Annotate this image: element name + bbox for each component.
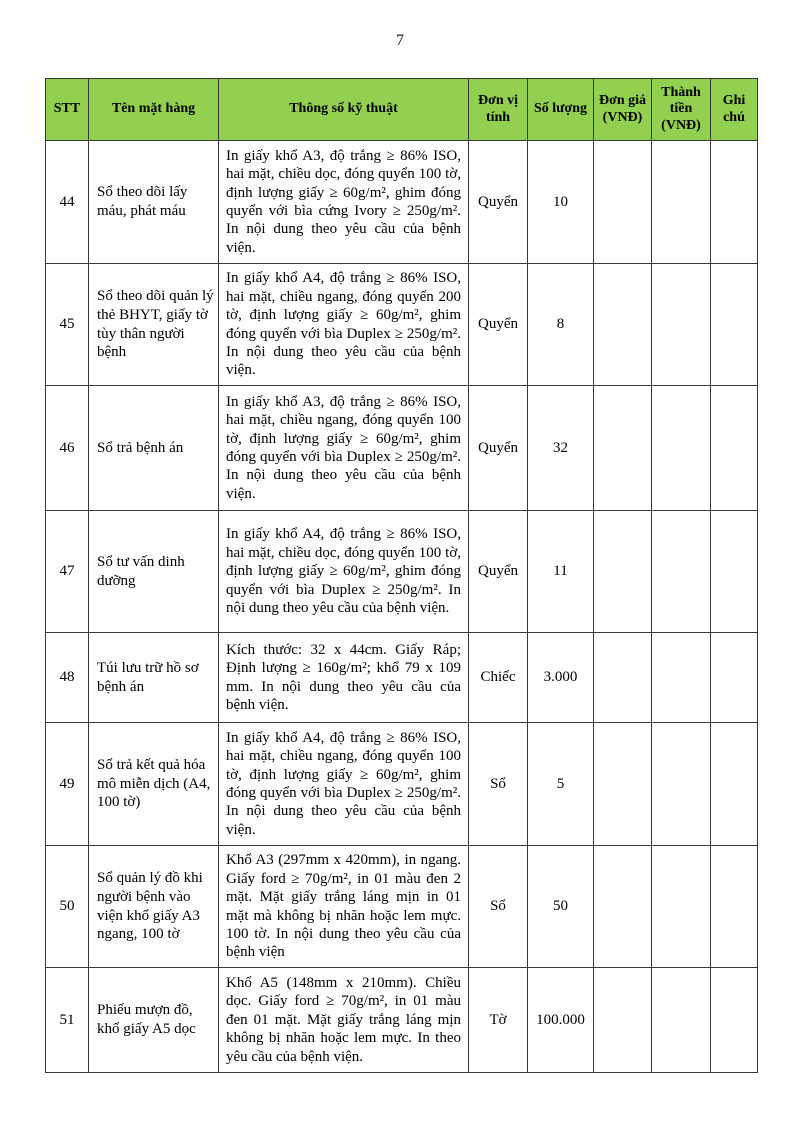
cell-item-name: Sổ quản lý đồ khi người bệnh vào viện khổ giấy A3 ngang, 100 tờ [89,846,219,968]
cell-item-name: Túi lưu trữ hồ sơ bệnh án [89,633,219,723]
cell-total [652,141,711,264]
cell-unit: Tờ [469,968,528,1073]
cell-qty: 10 [528,141,594,264]
cell-unit-price [594,723,652,846]
col-header-unit-price: Đơn giá (VNĐ) [594,79,652,141]
cell-unit-price [594,141,652,264]
cell-note [711,141,758,264]
cell-note [711,723,758,846]
page-number: 7 [396,32,404,49]
table-body [46,141,758,1073]
cell-stt: 47 [46,511,89,633]
cell-qty: 50 [528,846,594,968]
cell-qty: 32 [528,386,594,511]
cell-total [652,511,711,633]
cell-unit-price [594,511,652,633]
cell-total [652,386,711,511]
cell-spec: In giấy khổ A4, độ trắng ≥ 86% ISO, hai mặt, chiều ngang, đóng quyển 100 tờ, định lượng giấy ≥ 60g/m², ghim đóng quyển với bìa Duplex ≥ 250g/m². In nội dung theo yêu cầu của bệnh viện. [219,723,469,846]
table-row [46,633,758,723]
table-row [46,141,758,264]
cell-qty: 11 [528,511,594,633]
cell-unit: Sổ [469,846,528,968]
table-row [46,723,758,846]
cell-unit-price [594,968,652,1073]
col-header-qty: Số lượng [528,79,594,141]
col-header-item-name: Tên mặt hàng [89,79,219,141]
cell-unit-price [594,386,652,511]
cell-total [652,846,711,968]
cell-spec: In giấy khổ A3, độ trắng ≥ 86% ISO, hai mặt, chiều ngang, đóng quyển 100 tờ, định lượng giấy ≥ 60g/m², ghim đóng quyển với bìa Duplex ≥ 250g/m². In nội dung theo yêu cầu của bệnh viện. [219,386,469,511]
table-header [46,79,758,141]
cell-stt: 44 [46,141,89,264]
cell-item-name: Phiếu mượn đồ, khổ giấy A5 dọc [89,968,219,1073]
cell-spec: Khổ A3 (297mm x 420mm), in ngang. Giấy ford ≥ 70g/m², in 01 màu đen 2 mặt. Mặt giấy trắng láng mịn in 01 mặt mà không bị nhăn hoặc lem mực. 100 tờ. In nội dung theo yêu cầu của bệnh viện [219,846,469,968]
table-row [46,846,758,968]
table-header-row [46,79,758,141]
cell-item-name: Sổ theo dõi quản lý thẻ BHYT, giấy tờ tùy thân người bệnh [89,264,219,386]
col-header-total: Thành tiền (VNĐ) [652,79,711,141]
cell-unit-price [594,264,652,386]
col-header-unit: Đơn vị tính [469,79,528,141]
cell-qty: 8 [528,264,594,386]
cell-total [652,264,711,386]
cell-item-name: Sổ theo dõi lấy máu, phát máu [89,141,219,264]
cell-total [652,723,711,846]
cell-stt: 45 [46,264,89,386]
cell-qty: 5 [528,723,594,846]
cell-spec: In giấy khổ A4, độ trắng ≥ 86% ISO, hai mặt, chiều ngang, đóng quyển 200 tờ, định lượng giấy ≥ 60g/m², ghim đóng quyển với bìa Duplex ≥ 250g/m². In nội dung theo yêu cầu của bệnh viện. [219,264,469,386]
cell-unit: Quyển [469,511,528,633]
cell-unit: Quyển [469,141,528,264]
cell-total [652,633,711,723]
col-header-spec: Thông số kỹ thuật [219,79,469,141]
cell-unit-price [594,846,652,968]
cell-stt: 49 [46,723,89,846]
cell-spec: In giấy khổ A4, độ trắng ≥ 86% ISO, hai mặt, chiều dọc, đóng quyển 100 tờ, định lượng giấy ≥ 60g/m², ghim đóng quyển với bìa Duplex ≥ 250g/m². In nội dung theo yêu cầu của bệnh viện. [219,511,469,633]
cell-spec: Kích thước: 32 x 44cm. Giấy Ráp; Định lượng ≥ 160g/m²; khổ 79 x 109 mm. In nội dung theo yêu cầu của bệnh viện. [219,633,469,723]
items-table [45,78,758,1073]
cell-note [711,511,758,633]
cell-total [652,968,711,1073]
cell-unit-price [594,633,652,723]
table-row [46,264,758,386]
cell-note [711,968,758,1073]
cell-unit: Quyển [469,386,528,511]
cell-unit: Chiếc [469,633,528,723]
cell-note [711,386,758,511]
cell-item-name: Sổ trả kết quả hóa mô miễn dịch (A4, 100 tờ) [89,723,219,846]
cell-note [711,264,758,386]
table-row [46,511,758,633]
table-row [46,968,758,1073]
col-header-stt: STT [46,79,89,141]
cell-item-name: Sổ trả bệnh án [89,386,219,511]
cell-qty: 3.000 [528,633,594,723]
cell-spec: In giấy khổ A3, độ trắng ≥ 86% ISO, hai mặt, chiều dọc, đóng quyển 100 tờ, định lượng giấy ≥ 60g/m², ghim đóng quyển với bìa cứng Ivory ≥ 250g/m². In nội dung theo yêu cầu của bệnh viện. [219,141,469,264]
table-row [46,386,758,511]
cell-stt: 51 [46,968,89,1073]
cell-item-name: Sổ tư vấn dinh dưỡng [89,511,219,633]
cell-stt: 50 [46,846,89,968]
cell-stt: 46 [46,386,89,511]
cell-note [711,633,758,723]
cell-qty: 100.000 [528,968,594,1073]
cell-unit: Quyển [469,264,528,386]
cell-note [711,846,758,968]
cell-unit: Sổ [469,723,528,846]
col-header-note: Ghi chú [711,79,758,141]
cell-spec: Khổ A5 (148mm x 210mm). Chiều dọc. Giấy ford ≥ 70g/m², in 01 màu đen 01 mặt. Mặt giấy trắng láng mịn không bị nhăn hoặc lem mực. In theo yêu cầu của bệnh viện. [219,968,469,1073]
cell-stt: 48 [46,633,89,723]
